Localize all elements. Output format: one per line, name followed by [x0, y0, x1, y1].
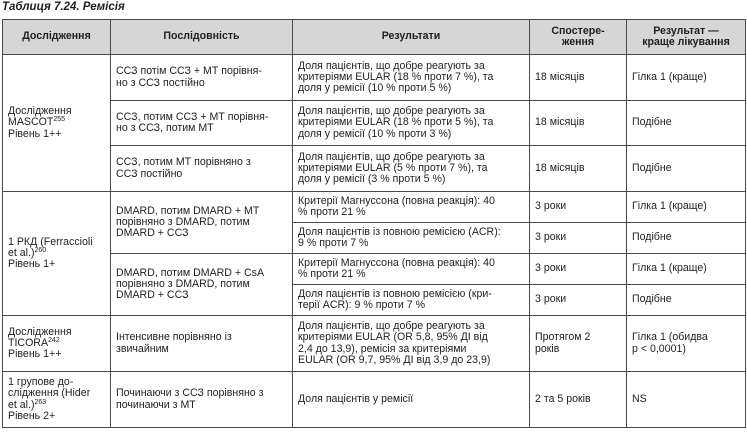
follow-up-cell: 3 роки [530, 285, 627, 316]
result-cell: Критерії Магнуссона (повна реакція): 40 % проти 21 % [293, 254, 530, 285]
study-name: 1 групове до- слідження (Hider et al.) [8, 376, 91, 411]
study-ref: 260 [34, 246, 47, 254]
study-ref: 242 [48, 336, 60, 344]
sequence-cell: DMARD, потим DMARD + CsA порівняно з DMARD, потим DMARD + ССЗ [111, 254, 293, 316]
result-cell: Доля пацієнтів, що добре реагують за критеріями EULAR (18 % проти 5 %), та доля у ремісії (10 % проти 3 %) [293, 101, 530, 146]
header-best-treatment: Результат — краще лікування [627, 20, 746, 55]
evidence-level: Рівень 2+ [8, 409, 56, 422]
study-cell [3, 55, 111, 192]
study-cell [3, 372, 111, 428]
best-treatment-cell: Подібне [627, 146, 746, 192]
table-row [3, 254, 746, 285]
sequence-cell: DMARD, потим DMARD + МТ порівняно з DMARD, потим DMARD + ССЗ [111, 192, 293, 254]
best-treatment-cell: Гілка 1 (краще) [627, 55, 746, 101]
follow-up-cell: 18 місяців [530, 101, 627, 146]
result-cell: Доля пацієнтів, що добре реагують за критеріями EULAR (18 % проти 7 %), та доля у ремісії (10 % проти 5 %) [293, 55, 530, 101]
header-sequence: Послідовність [111, 20, 293, 55]
study-ref: 263 [34, 398, 47, 406]
table-row [3, 55, 746, 101]
best-treatment-cell: Подібне [627, 285, 746, 316]
sequence-cell: Починаючи з ССЗ порівняно з починаючи з МТ [111, 372, 293, 428]
sequence-cell: ССЗ потім ССЗ + МТ порівня- но з ССЗ постійно [111, 55, 293, 101]
table-row [3, 192, 746, 223]
evidence-level: Рівень 1+ [8, 258, 56, 271]
table-row [3, 101, 746, 146]
study-cell [3, 316, 111, 372]
header-follow-up: Спостере- ження [530, 20, 627, 55]
table-row [3, 146, 746, 192]
sequence-cell: Інтенсивне порівняно із звичайним [111, 316, 293, 372]
evidence-level: Рівень 1++ [8, 348, 62, 361]
header-study: Дослідження [3, 20, 111, 55]
study-name: 1 РКД (Ferraccioli et al.) [8, 235, 93, 259]
result-cell: Доля пацієнтів, що добре реагують за критеріями EULAR (OR 5,8, 95% ДІ від 2,4 до 13,9), ремісія за критеріями EULAR (OR 9,7, 95% ДІ від 3,9 до 23,9) [293, 316, 530, 372]
best-treatment-cell: Гілка 1 (краще) [627, 192, 746, 223]
study-ref: 255 [53, 116, 66, 124]
evidence-level: Рівень 1++ [8, 127, 62, 140]
study-name: Дослідження TICORA [8, 325, 72, 349]
table-row [3, 372, 746, 428]
result-cell: Доля пацієнтів із повною ремісією (ACR): 9 % проти 7 % [293, 223, 530, 254]
result-cell: Доля пацієнтів із повною ремісією (кри- терії ACR): 9 % проти 7 % [293, 285, 530, 316]
best-treatment-cell: Гілка 1 (краще) [627, 254, 746, 285]
study-name: Дослідження MASCOT [8, 105, 72, 129]
header-results: Результати [293, 20, 530, 55]
follow-up-cell: 3 роки [530, 254, 627, 285]
result-cell: Критерії Магнуссона (повна реакція): 40 % проти 21 % [293, 192, 530, 223]
header-row [3, 20, 746, 55]
remission-table [2, 19, 746, 428]
follow-up-cell: 3 роки [530, 223, 627, 254]
table-row [3, 316, 746, 372]
best-treatment-cell: Подібне [627, 101, 746, 146]
follow-up-cell: 18 місяців [530, 146, 627, 192]
best-treatment-cell: Подібне [627, 223, 746, 254]
follow-up-cell: Протягом 2 років [530, 316, 627, 372]
follow-up-cell: 3 роки [530, 192, 627, 223]
best-treatment-cell: NS [627, 372, 746, 428]
study-cell [3, 192, 111, 316]
sequence-cell: ССЗ, потим ССЗ + МТ порівня- но з ССЗ, потим МТ [111, 101, 293, 146]
sequence-cell: ССЗ, потим МТ порівняно з ССЗ постійно [111, 146, 293, 192]
result-cell: Доля пацієнтів у ремісії [293, 372, 530, 428]
table-caption: Таблиця 7.24. Ремісія [2, 1, 125, 13]
follow-up-cell: 18 місяців [530, 55, 627, 101]
follow-up-cell: 2 та 5 років [530, 372, 627, 428]
best-treatment-cell: Гілка 1 (обидва p < 0,0001) [627, 316, 746, 372]
result-cell: Доля пацієнтів, що добре реагують за критеріями EULAR (5 % проти 7 %), та доля у ремісії (3 % проти 5 %) [293, 146, 530, 192]
